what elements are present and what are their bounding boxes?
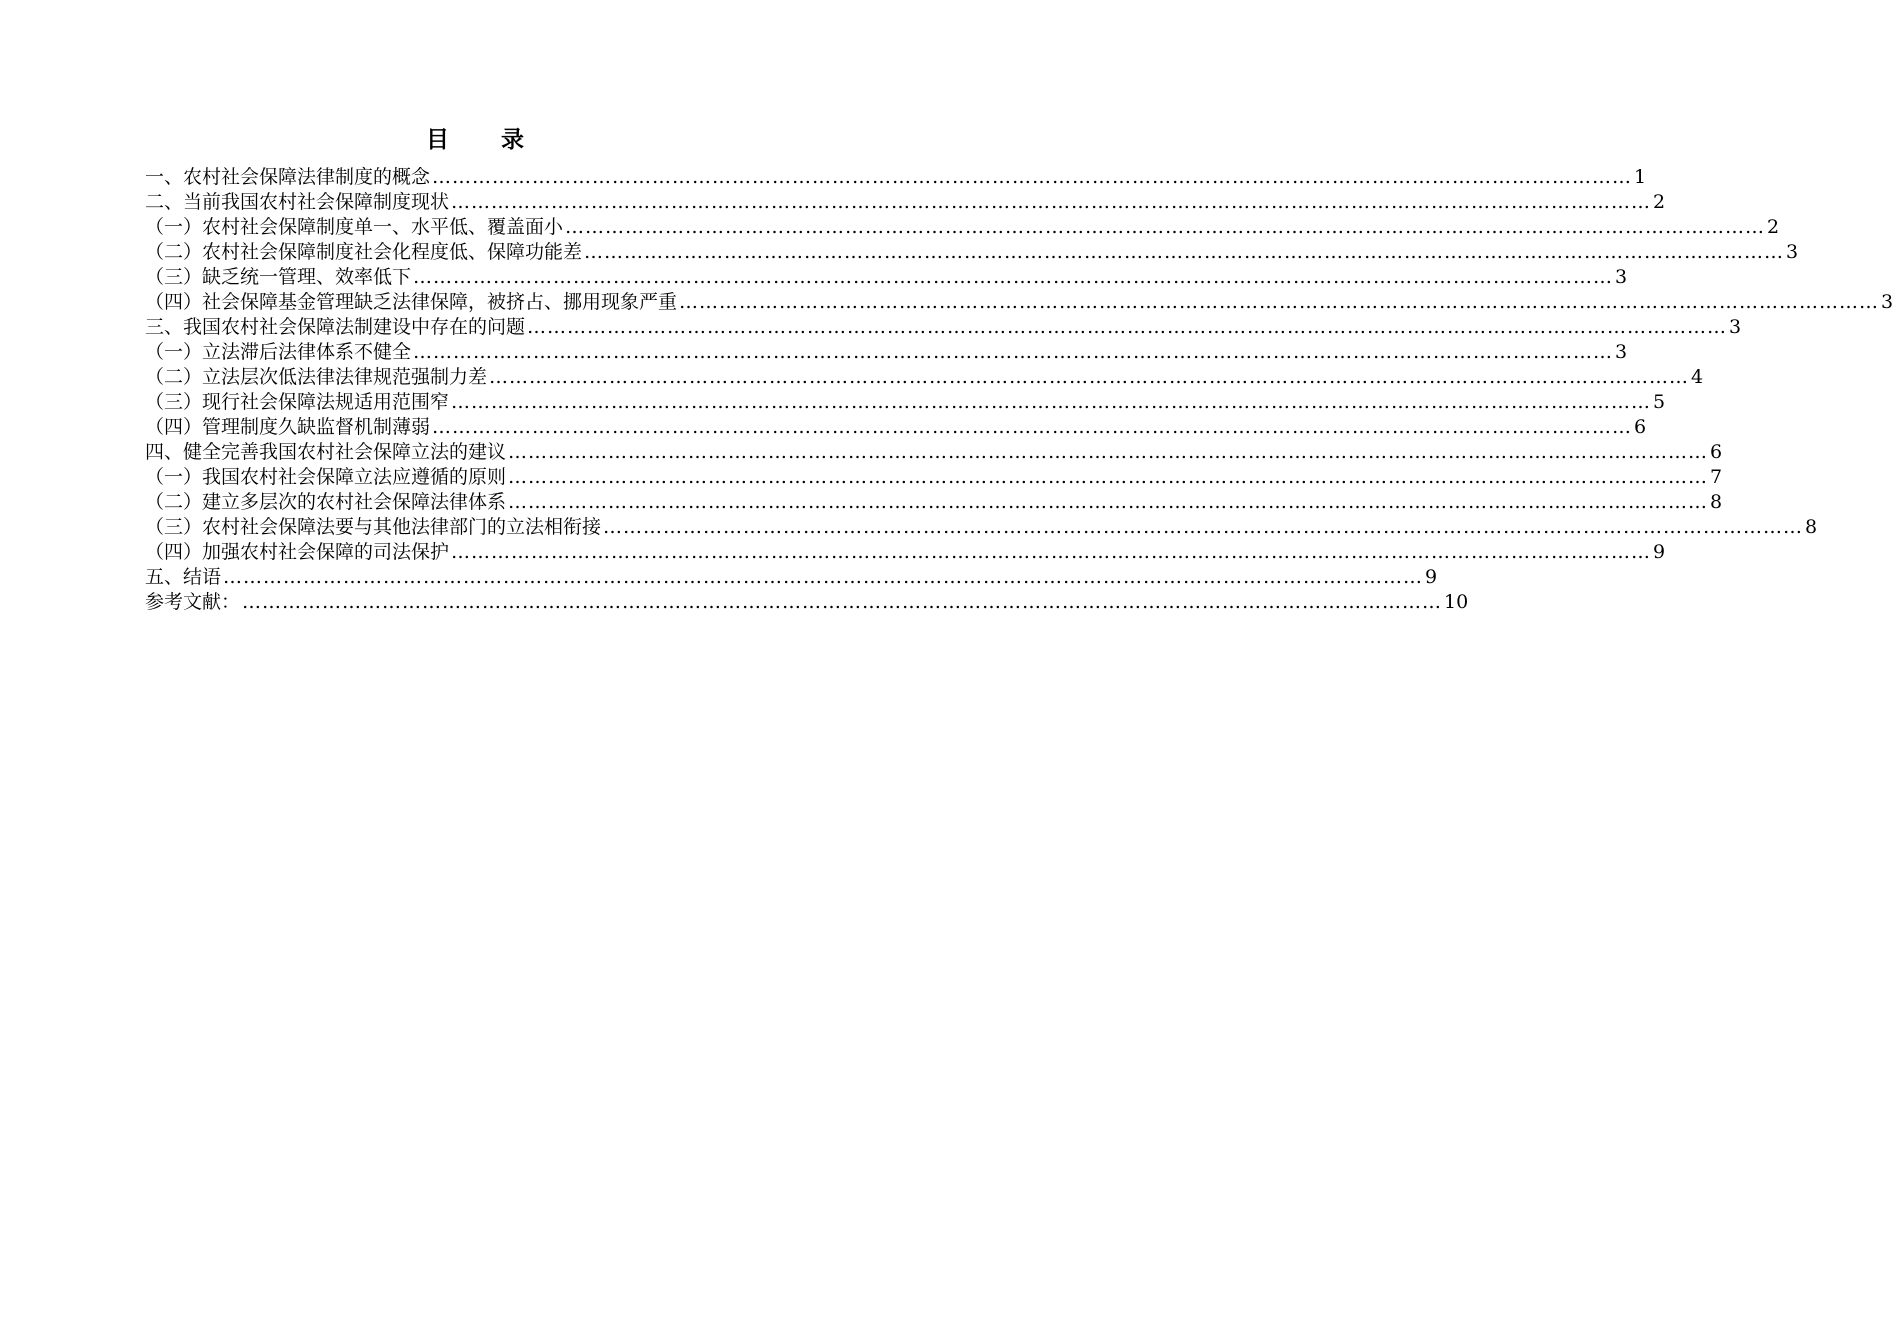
toc-entry[interactable]	[145, 265, 1628, 290]
dot-leader: ………………………………………………………………………………………………………………………………………………………………	[223, 566, 1424, 588]
dot-leader: ………………………………………………………………………………………………………………………………………………………………	[603, 516, 1804, 538]
toc-entry[interactable]	[145, 390, 1666, 415]
toc-entry-label: （四）加强农村社会保障的司法保护	[145, 541, 450, 563]
toc-entry-page: 3	[1615, 341, 1628, 363]
toc-entry-page: 3	[1615, 266, 1628, 288]
dot-leader: ………………………………………………………………………………………………………………………………………………………………	[584, 241, 1785, 263]
toc-entry-label: （一）农村社会保障制度单一、水平低、覆盖面小	[145, 216, 564, 238]
toc-entry-label: （三）现行社会保障法规适用范围窄	[145, 391, 450, 413]
toc-entry[interactable]	[145, 315, 1742, 340]
toc-entry[interactable]	[145, 415, 1647, 440]
dot-leader: ………………………………………………………………………………………………………………………………………………………………	[242, 591, 1443, 613]
toc-entry-label: 三、我国农村社会保障法制建设中存在的问题	[145, 316, 526, 338]
toc-entry[interactable]	[145, 240, 1799, 265]
toc-entry-label: 五、结语	[145, 566, 222, 588]
toc-entry[interactable]	[145, 465, 1723, 490]
table-of-contents	[145, 165, 1893, 615]
toc-entry-page: 6	[1634, 416, 1647, 438]
toc-entry[interactable]	[145, 565, 1438, 590]
toc-entry[interactable]	[145, 540, 1666, 565]
toc-entry[interactable]	[145, 590, 1469, 615]
toc-entry-page: 3	[1786, 241, 1799, 263]
dot-leader: ………………………………………………………………………………………………………………………………………………………………	[413, 341, 1614, 363]
toc-entry[interactable]	[145, 290, 1893, 315]
toc-entry-page: 10	[1444, 591, 1469, 613]
toc-entry-label: （二）立法层次低法律法律规范强制力差	[145, 366, 488, 388]
dot-leader: ………………………………………………………………………………………………………………………………………………………………	[565, 216, 1766, 238]
toc-entry[interactable]	[145, 340, 1628, 365]
toc-entry[interactable]	[145, 440, 1723, 465]
toc-entry-label: 参考文献：	[145, 591, 241, 613]
toc-entry[interactable]	[145, 515, 1818, 540]
toc-entry[interactable]	[145, 190, 1666, 215]
toc-entry-label: （四）社会保障基金管理缺乏法律保障，被挤占、挪用现象严重	[145, 291, 678, 313]
toc-entry-page: 6	[1710, 441, 1723, 463]
toc-entry-label: （一）立法滞后法律体系不健全	[145, 341, 412, 363]
dot-leader: ………………………………………………………………………………………………………………………………………………………………	[489, 366, 1690, 388]
toc-entry-label: 一、农村社会保障法律制度的概念	[145, 166, 431, 188]
toc-entry-page: 2	[1767, 216, 1780, 238]
dot-leader: ………………………………………………………………………………………………………………………………………………………………	[451, 541, 1652, 563]
toc-entry-page: 3	[1881, 291, 1893, 313]
dot-leader: ………………………………………………………………………………………………………………………………………………………………	[432, 416, 1633, 438]
toc-entry-page: 9	[1425, 566, 1438, 588]
toc-entry-label: 四、健全完善我国农村社会保障立法的建议	[145, 441, 507, 463]
dot-leader: ………………………………………………………………………………………………………………………………………………………………	[527, 316, 1728, 338]
toc-entry-label: （二）农村社会保障制度社会化程度低、保障功能差	[145, 241, 583, 263]
dot-leader: ………………………………………………………………………………………………………………………………………………………………	[451, 191, 1652, 213]
toc-entry-label: （二）建立多层次的农村社会保障法律体系	[145, 491, 507, 513]
toc-entry-page: 9	[1653, 541, 1666, 563]
toc-entry-page: 7	[1710, 466, 1723, 488]
toc-entry-label: （一）我国农村社会保障立法应遵循的原则	[145, 466, 507, 488]
dot-leader: ………………………………………………………………………………………………………………………………………………………………	[451, 391, 1652, 413]
toc-entry[interactable]	[145, 365, 1704, 390]
toc-entry-label: （三）农村社会保障法要与其他法律部门的立法相衔接	[145, 516, 602, 538]
toc-entry-page: 1	[1634, 166, 1647, 188]
dot-leader: ………………………………………………………………………………………………………………………………………………………………	[508, 491, 1709, 513]
toc-entry-label: （三）缺乏统一管理、效率低下	[145, 266, 412, 288]
toc-title: 目 录	[425, 126, 546, 153]
toc-entry-page: 3	[1729, 316, 1742, 338]
dot-leader: ………………………………………………………………………………………………………………………………………………………………	[508, 466, 1709, 488]
toc-entry-page: 2	[1653, 191, 1666, 213]
dot-leader: ………………………………………………………………………………………………………………………………………………………………	[432, 166, 1633, 188]
toc-entry[interactable]	[145, 215, 1780, 240]
toc-entry[interactable]	[145, 490, 1723, 515]
dot-leader: ………………………………………………………………………………………………………………………………………………………………	[508, 441, 1709, 463]
toc-entry-page: 5	[1653, 391, 1666, 413]
toc-entry-label: （四）管理制度久缺监督机制薄弱	[145, 416, 431, 438]
dot-leader: ………………………………………………………………………………………………………………………………………………………………	[413, 266, 1614, 288]
toc-entry[interactable]	[145, 165, 1647, 190]
toc-entry-label: 二、当前我国农村社会保障制度现状	[145, 191, 450, 213]
dot-leader: ………………………………………………………………………………………………………………………………………………………………	[679, 291, 1880, 313]
toc-entry-page: 8	[1805, 516, 1818, 538]
toc-entry-page: 8	[1710, 491, 1723, 513]
toc-entry-page: 4	[1691, 366, 1704, 388]
